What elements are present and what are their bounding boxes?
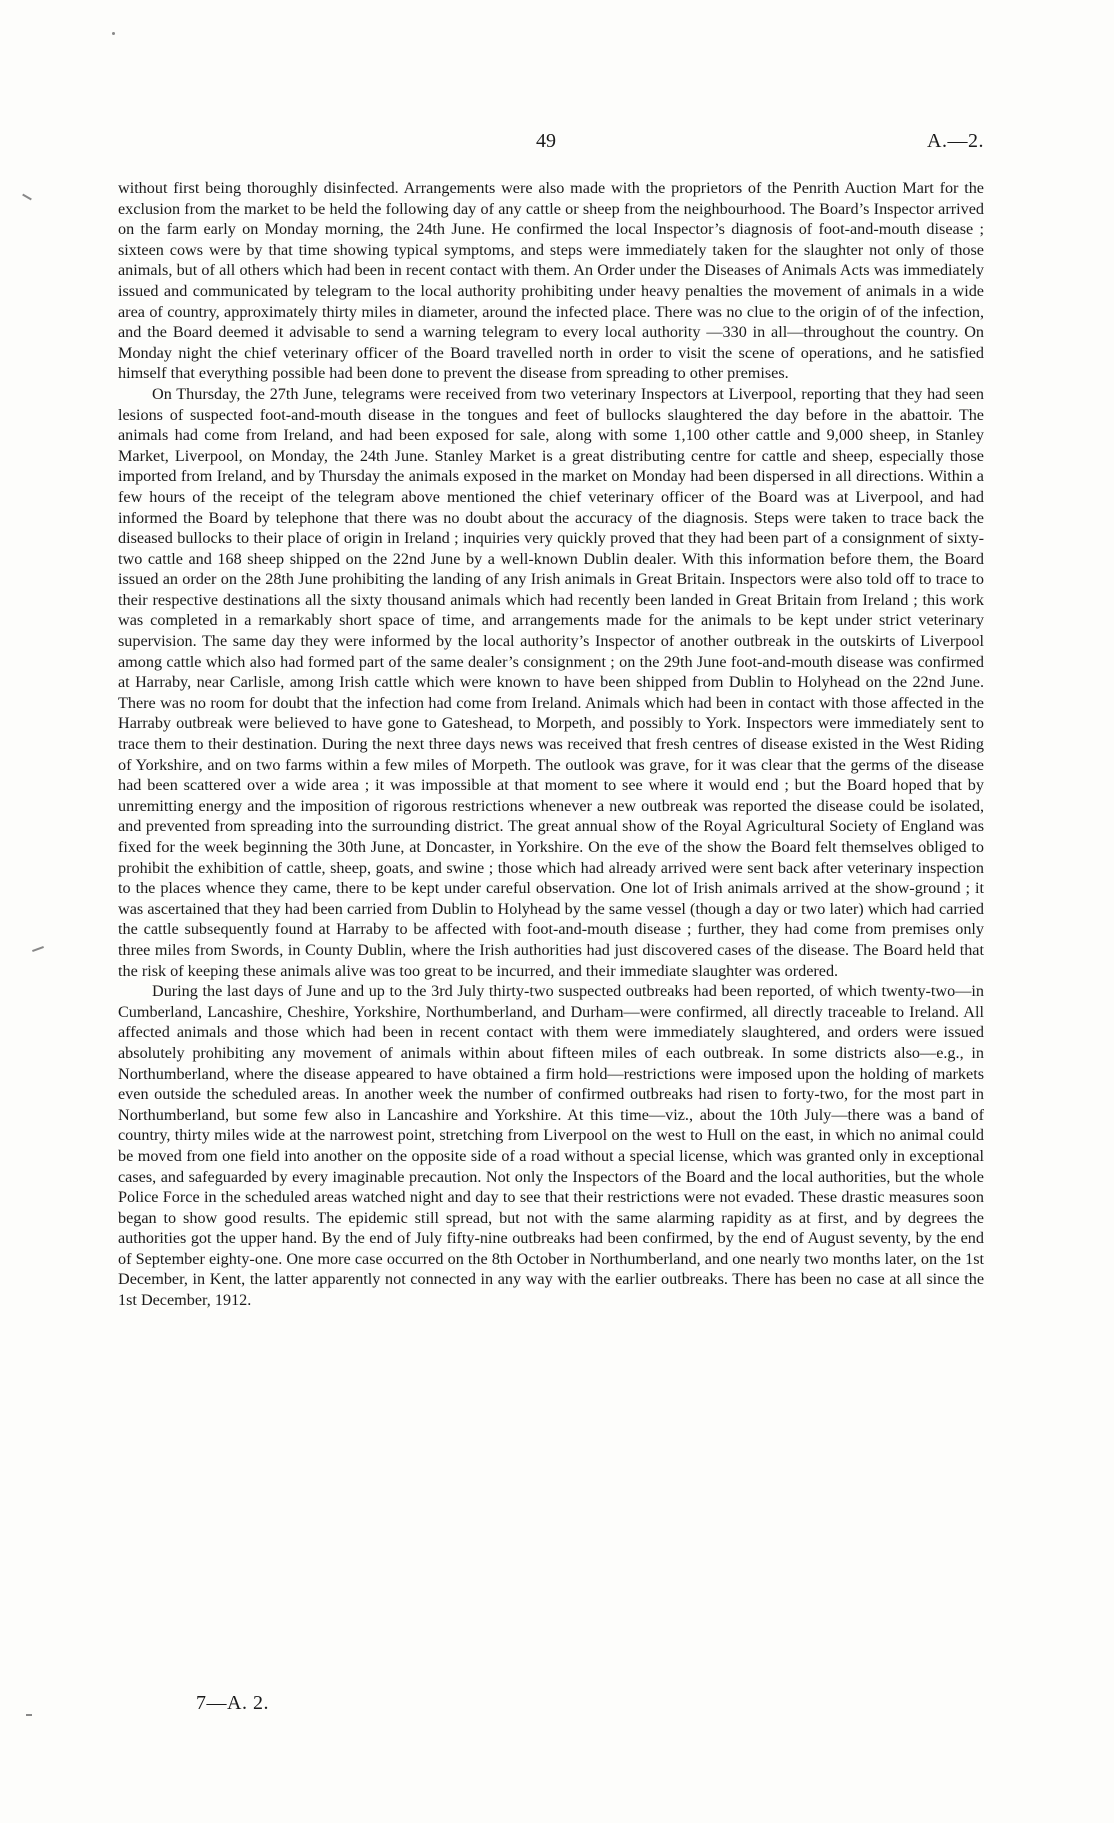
paragraph: During the last days of June and up to the 3rd July thirty-two suspected outbreaks had been reported, of which twenty-two—in Cumberland, Lancashire, Cheshire, Yorkshire, Northumberland, and Durham—were confirmed, all directly traceable to Ireland. All affected animals and those which had been in recent contact with them were immediately slaughtered, and orders were issued absolutely prohibiting any movement of animals within about fifteen miles of each outbreak. In some districts also—e.g., in Northumberland, where the disease appeared to have obtained a firm hold—restrictions were imposed upon the holding of markets even outside the scheduled areas. In another week the number of confirmed outbreaks had risen to forty-two, for the most part in Northumberland, but some few also in Lancashire and Yorkshire. At this time—viz., about the 10th July—there was a band of country, thirty miles wide at the narrowest point, stretching from Liverpool on the west to Hull on the east, in which no animal could be moved from one field into another on the opposite side of a road without a special license, which was granted only in exceptional cases, and safeguarded by every imaginable precaution. Not only the Inspectors of the Board and the local authorities, but the whole Police Force in the scheduled areas watched night and day to see that their restrictions were not evaded. These drastic measures soon began to show good results. The epidemic still spread, but not with the same alarming rapidity as at first, and by degrees the authorities got the upper hand. By the end of July fifty-nine outbreaks had been confirmed, by the end of August seventy, by the end of September eighty-one. One more case occurred on the 8th October in Northumberland, and one nearly two months later, on the 1st December, in Kent, the latter apparently not connected in any way with the earlier outbreaks. There has been no case at all since the 1st December, 1912. [118, 982, 984, 1310]
scan-speck [112, 32, 115, 35]
body-text [118, 178, 984, 1311]
scan-speck [26, 1714, 32, 1716]
scan-speck [22, 194, 32, 201]
page-header [118, 130, 984, 154]
paragraph: On Thursday, the 27th June, telegrams were received from two veterinary Inspectors at Liverpool, reporting that they had seen lesions of suspected foot-and-mouth disease in the tongues and feet of bullocks slaughtered the day before in the abattoir. The animals had come from Ireland, and had been exposed for sale, along with some 1,100 other cattle and 9,000 sheep, in Stanley Market, Liverpool, on Monday, the 24th June. Stanley Market is a great distributing centre for cattle and sheep, especially those imported from Ireland, and by Thursday the animals exposed in the market on Monday had been dispersed in all directions. Within a few hours of the receipt of the telegram above mentioned the chief veterinary officer of the Board was at Liverpool, and had informed the Board by telephone that there was no doubt about the accuracy of the diagnosis. Steps were taken to trace back the diseased bullocks to their place of origin in Ireland ; inquiries very quickly proved that they had been part of a consignment of sixty-two cattle and 168 sheep shipped on the 22nd June by a well-known Dublin dealer. With this information before them, the Board issued an order on the 28th June prohibiting the landing of any Irish animals in Great Britain. Inspectors were also told off to trace to their respective destinations all the sixty thousand animals which had recently been landed in Great Britain from Ireland ; this work was completed in a remarkably short space of time, and arrangements made for the animals to be kept under strict veterinary supervision. The same day they were informed by the local authority’s Inspector of another outbreak in the outskirts of Liverpool among cattle which also had formed part of the same dealer’s consignment ; on the 29th June foot-and-mouth disease was confirmed at Harraby, near Carlisle, among Irish cattle which were known to have been shipped from Dublin to Holyhead on the 22nd June. There was no room for doubt that the infection had come from Ireland. Animals which had been in contact with those affected in the Harraby outbreak were believed to have gone to Gateshead, to Morpeth, and possibly to York. Inspectors were immediately sent to trace them to their destination. During the next three days news was received that fresh centres of disease existed in the West Riding of Yorkshire, and on two farms within a few miles of Morpeth. The outlook was grave, for it was clear that the germs of the disease had been scattered over a wide area ; it was impossible at that moment to see where it would end ; but the Board hoped that by unremitting energy and the imposition of rigorous restrictions whenever a new outbreak was reported the disease could be isolated, and prevented from spreading into the surrounding district. The great annual show of the Royal Agricultural Society of England was fixed for the week beginning the 30th June, at Doncaster, in Yorkshire. On the eve of the show the Board felt themselves obliged to prohibit the exhibition of cattle, sheep, goats, and swine ; those which had already arrived were sent back after veterinary inspection to the places whence they came, there to be kept under careful observation. One lot of Irish animals arrived at the show-ground ; it was ascertained that they had been carried from Dublin to Holyhead by the same vessel (though a day or two later) which had carried the cattle subsequently found at Harraby to be affected with foot-and-mouth disease ; further, they had come from premises only three miles from Swords, in County Dublin, where the Irish authorities had just discovered cases of the disease. The Board held that the risk of keeping these animals alive was too great to be incurred, and their immediate slaughter was ordered. [118, 384, 984, 980]
page-number: 49 [536, 130, 556, 152]
document-reference: A.—2. [927, 130, 984, 152]
paragraph: without first being thoroughly disinfected. Arrangements were also made with the proprietors of the Penrith Auction Mart for the exclusion from the market to be held the following day of any cattle or sheep from the neighbourhood. The Board’s Inspector arrived on the farm early on Monday morning, the 24th June. He confirmed the local Inspector’s diagnosis of foot-and-mouth disease ; sixteen cows were by that time showing typical symptoms, and steps were immediately taken for the slaughter not only of those animals, but of all others which had been in recent contact with them. An Order under the Diseases of Animals Acts was immediately issued and communicated by telegram to the local authority prohibiting under heavy penalties the movement of animals in a wide area of country, approximately thirty miles in diameter, around the infected place. There was no clue to the origin of of the infection, and the Board deemed it advisable to send a warning telegram to every local authority —330 in all—throughout the country. On Monday night the chief veterinary officer of the Board travelled north in order to visit the scene of operations, and he satisfied himself that everything possible had been done to prevent the disease from spreading to other premises. [118, 179, 984, 383]
scan-speck [32, 946, 44, 952]
signature-mark: 7—A. 2. [196, 1692, 269, 1714]
